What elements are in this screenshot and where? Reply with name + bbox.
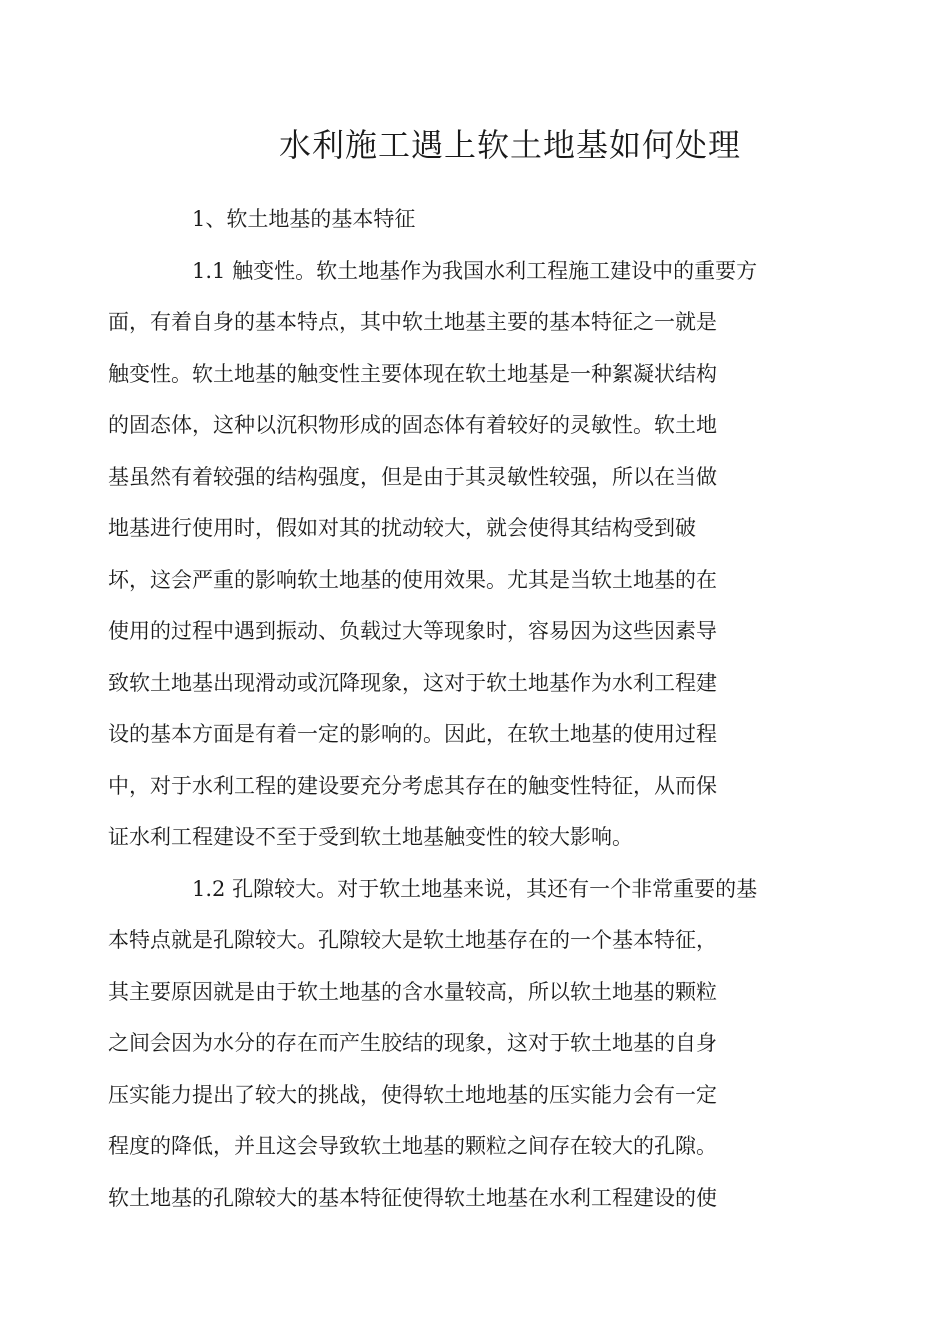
paragraph-line: 证水利工程建设不至于受到软土地基触变性的较大影响。 bbox=[108, 825, 633, 849]
paragraph-line: 之间会因为水分的存在而产生胶结的现象，这对于软土地基的自身 bbox=[108, 1031, 717, 1055]
paragraph-line: 坏，这会严重的影响软土地基的使用效果。尤其是当软土地基的在 bbox=[108, 567, 717, 592]
paragraph-line: 压实能力提出了较大的挑战，使得软土地地基的压实能力会有一定 bbox=[108, 1082, 717, 1107]
paragraph-line: 其主要原因就是由于软土地基的含水量较高，所以软土地基的颗粒 bbox=[108, 979, 717, 1004]
paragraph-large-pores bbox=[108, 864, 805, 1225]
paragraph-line: 触变性。软土地基的触变性主要体现在软土地基是一种絮凝状结构 bbox=[108, 361, 717, 386]
paragraph-line: 1.2 孔隙较大。对于软土地基来说，其还有一个非常重要的基 bbox=[192, 876, 758, 901]
paragraph-line: 设的基本方面是有着一定的影响的。因此，在软土地基的使用过程 bbox=[108, 722, 717, 746]
paragraph-line: 地基进行使用时，假如对其的扰动较大，就会使得其结构受到破 bbox=[108, 516, 696, 540]
paragraph-line: 基虽然有着较强的结构强度，但是由于其灵敏性较强，所以在当做 bbox=[108, 464, 717, 489]
paragraph-line: 1.1 触变性。软土地基作为我国水利工程施工建设中的重要方 bbox=[192, 258, 758, 283]
paragraph-line: 面，有着自身的基本特点，其中软土地基主要的基本特征之一就是 bbox=[108, 310, 717, 334]
section-heading-text: 1、软土地基的基本特征 bbox=[192, 207, 416, 231]
paragraph-line: 使用的过程中遇到振动、负载过大等现象时，容易因为这些因素导 bbox=[108, 619, 717, 643]
document-title: 水利施工遇上软土地基如何处理 bbox=[278, 126, 741, 164]
paragraph-line: 软土地基的孔隙较大的基本特征使得软土地基在水利工程建设的使 bbox=[108, 1185, 717, 1210]
document-body bbox=[108, 194, 805, 1224]
paragraph-line: 致软土地基出现滑动或沉降现象，这对于软土地基作为水利工程建 bbox=[108, 670, 717, 695]
paragraph-line: 的固态体，这种以沉积物形成的固态体有着较好的灵敏性。软土地 bbox=[108, 413, 717, 437]
paragraph-line: 中，对于水利工程的建设要充分考虑其存在的触变性特征，从而保 bbox=[108, 773, 717, 798]
section-heading bbox=[150, 194, 805, 246]
paragraph-line: 本特点就是孔隙较大。孔隙较大是软土地基存在的一个基本特征， bbox=[108, 928, 717, 952]
paragraph-line: 程度的降低，并且这会导致软土地基的颗粒之间存在较大的孔隙。 bbox=[108, 1134, 717, 1158]
paragraph-thixotropy bbox=[108, 246, 805, 864]
